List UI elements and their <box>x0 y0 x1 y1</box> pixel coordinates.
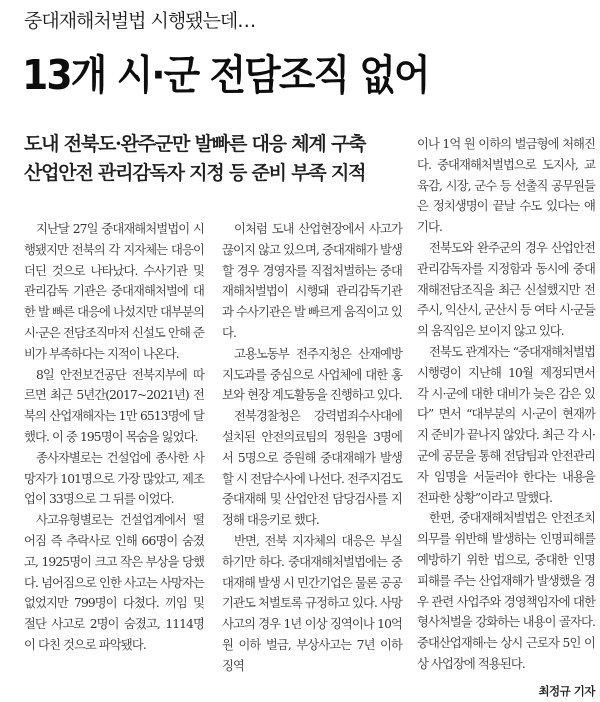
paragraph: 전북경찰청은 강력범죄수사대에 설치된 안전의료팀의 정원을 3명에서 5명으로 증원해 중대재해가 발생할 시 전담수사에 나선다. 전주지검도 중대재해 및 산업안전 담당검사를 지정해 대응키로 했다. <box>222 409 402 528</box>
subheadline-1: 도내 전북도·완주군만 발빠른 대응 체계 구축 <box>24 133 366 155</box>
paragraph: 이나 1억 원 이하의 벌금형에 처해진다. 중대재해처벌법으로 도지사, 교육감, 시장, 군수 등 선출직 공무원들은 정치생명이 끝날 수도 있다는 얘기다. <box>417 137 595 235</box>
paragraph: 8일 안전보건공단 전북지부에 따르면 최근 5년간(2017~2021년) 전북의 산업재해자는 1만 6513명에 달했다. 이 중 195명이 목숨을 잃었다. <box>24 367 204 444</box>
body-column-1 <box>24 219 204 656</box>
main-headline: 13개 시·군 전담조직 없어 <box>22 51 429 99</box>
paragraph: 이처럼 도내 산업현장에서 사고가 끊이지 않고 있으며, 중대재해가 발생할 경우 경영자를 직접처벌하는 중대재해처벌법이 시행돼 관리감독기관과 수사기관은 발 빠르게 움직이고 있다. <box>222 222 402 340</box>
subheadline-2: 산업안전 관리감독자 지정 등 준비 부족 지적 <box>24 162 366 184</box>
body-column-2 <box>222 219 402 677</box>
paragraph: 전북도와 완주군의 경우 산업안전 관리감독자를 지정함과 동시에 중대재해전담조직을 최근 신설했지만 전주시, 익산시, 군산시 등 여타 시·군들의 움직임은 보이지 않고 있다. <box>417 240 595 339</box>
paragraph: 반면, 전북 지자체의 대응은 부실하기만 하다. 중대재해처벌법에는 중대재해 발생 시 민간기업은 물론 공공기관도 처벌토록 규정하고 있다. 사망사고의 경우 1년 이상 징역이나 10억 원 이하 벌금, 부상사고는 7년 이하 징역 <box>222 533 402 673</box>
paragraph: 종사자별로는 건설업에 종사한 사망자가 101명으로 가장 많았고, 제조업이 33명으로 그 뒤를 이었다. <box>24 450 204 507</box>
body-column-3 <box>417 134 595 702</box>
subheadline-block <box>24 130 365 188</box>
paragraph: 고용노동부 전주지청은 산재예방지도과를 중심으로 사업체에 대한 홍보와 현장 계도활동을 진행하고 있다. <box>222 346 402 403</box>
paragraph: 지난달 27일 중대재해처벌법이 시행됐지만 전북의 각 지자체는 대응이 더딘 것으로 나타났다. 수사기관 및 관리감독 기관은 중대재해처벌에 대한 발 빠른 대응에 나섰지만 대부분의 시·군은 전담조직마저 신설도 안해 준비가 부족하다는 지적이 나온다. <box>24 222 204 361</box>
paragraph: 전북도 관계자는 “중대재해처벌법 시행령이 지난해 10월 제정되면서 각 시·군에 대한 대비가 늦은 감은 있다” 면서 “대부분의 시·군이 현재까지 준비가 끝나지 않았다. 최근 각 시·군에 공문을 통해 전담팀과 안전관리자 임명을 서둘러야 한다는 내용을 전파한 상황”이라고 말했다. <box>417 344 595 505</box>
byline: 최정규 기자 <box>538 683 595 698</box>
kicker-headline: 중대재해처벌법 시행됐는데… <box>24 10 256 32</box>
paragraph: 한편, 중대재해처벌법은 안전조치 의무를 위반해 발생하는 인명피해를 예방하기 위한 법으로, 중대한 인명피해를 주는 산업재해가 발생했을 경우 관련 사업주와 경영책임자에 대한 형사처벌을 강화하는 내용이 골자다. 중대산업재해·는 상시 근로자 5인 이상 사업장에 적용된다. <box>417 511 595 671</box>
paragraph: 사고유형별로는 건설업계에서 떨어짐 즉 추락사로 인해 66명이 숨졌고, 1925명이 크고 작은 부상을 당했다. 넘어짐으로 인한 사고는 사망자는 없었지만 799명이 다쳤다. 끼임 및 절단 사고로 2명이 숨졌고, 1114명이 다친 것으로 파악됐다. <box>24 513 204 652</box>
